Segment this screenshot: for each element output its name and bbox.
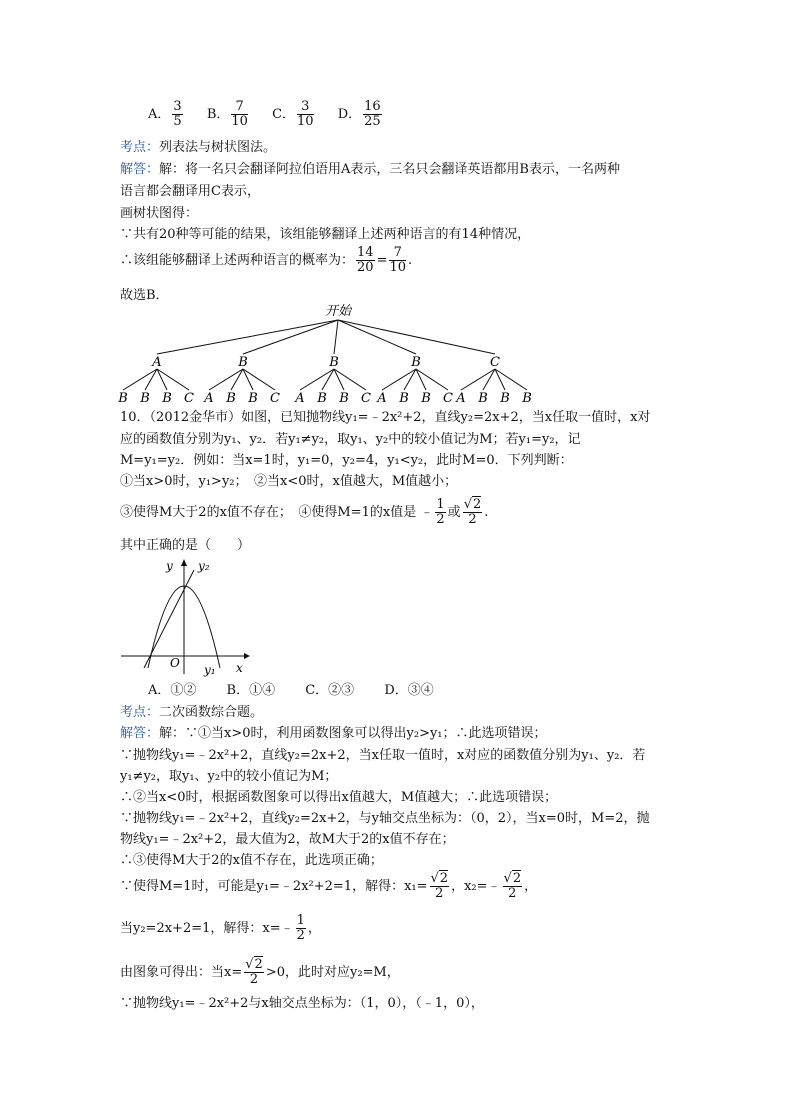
q9-solution-line-1: 解答：解：将一名只会翻译阿拉伯语用A表示，三名只会翻译英语都用B表示，一名两种 <box>120 162 620 177</box>
tree-node-level1: A <box>152 355 162 370</box>
q10-solution-4: ∴②当x<0时，根据函数图象可以得出x值越大，M值越大；∴此选项错误； <box>120 790 558 805</box>
tree-node-level2: A <box>377 391 387 406</box>
q9-kaodian: 考点：列表法与树状图法。 <box>120 140 277 155</box>
tree-branch <box>338 320 416 354</box>
graph-label-origin: O <box>170 656 180 670</box>
tree-branch <box>123 369 157 390</box>
q10-options <box>148 683 452 699</box>
tree-branch <box>300 369 334 390</box>
q9-probability-line: ∴该组能够翻译上述两种语言的概率为： $\frac{14}{20}$ = $\frac{7}{10}$ . <box>120 245 413 275</box>
q9-options <box>148 100 402 129</box>
q10-option-d: D．③④ <box>384 683 434 698</box>
tree-node-level1: B <box>238 355 248 370</box>
q10-solution-3: y₁≠y₂，取y₁、y₂中的较小值记为M； <box>120 769 338 784</box>
tree-node-level2: B <box>248 391 258 406</box>
graph-label-y: y <box>166 559 173 573</box>
tree-branch <box>338 320 495 354</box>
q9-option-c: C． $\frac{3}{10}$ <box>272 99 314 129</box>
q10-question-prompt: 其中正确的是（ ） <box>120 538 251 553</box>
q9-solution-line-2: 语言都会翻译用C表示， <box>120 184 260 199</box>
tree-node-level2: A <box>456 391 466 406</box>
q10-kaodian: 考点：二次函数综合题。 <box>120 705 264 720</box>
q10-solution-6: 物线y₁=﹣2x²+2，最大值为2，故M大于2的x值不存在； <box>120 832 455 847</box>
q9-option-d: D． $\frac{16}{25}$ <box>337 99 381 129</box>
q10-solution-7: ∴③使得M大于2的x值不存在，此选项正确； <box>120 853 383 868</box>
q10-line-5: ③使得M大于2的x值不存在； ④使得M=1的x值是 ﹣ $\frac{1}{2}$ 或 $\frac{√2}{2}$ . <box>120 497 489 527</box>
tree-node-level2: C <box>270 391 280 406</box>
q10-option-c: C．②③ <box>305 683 355 698</box>
q10-solution-5: ∵抛物线y₁=﹣2x²+2，直线y₂=2x+2，与y轴交点坐标为：（0，2），当x=0时，M=2，抛 <box>120 811 650 826</box>
q9-option-a: A． $\frac{3}{5}$ <box>148 99 182 129</box>
tree-node-level2: A <box>204 391 214 406</box>
q9-option-b: B． $\frac{7}{10}$ <box>206 99 248 129</box>
tree-node-level1: B <box>411 355 421 370</box>
function-graph <box>116 556 256 681</box>
graph-label-x: x <box>236 661 243 675</box>
q10-solution-10: 由图象可得出：当x= $\frac{√2}{2}$ >0，此时对应y₂=M， <box>120 957 400 987</box>
q9-tree-intro: 画树状图得： <box>120 206 199 221</box>
tree-branch <box>382 369 416 390</box>
q9-answer: 故选B． <box>120 288 169 303</box>
tree-branch <box>209 369 243 390</box>
q9-total-line: ∵共有20种等可能的结果，该组能够翻译上述两种语言的有14种情况， <box>120 227 531 242</box>
tree-node-level2: B <box>317 391 327 406</box>
tree-node-level2: B <box>522 391 532 406</box>
tree-root: 开始 <box>324 304 352 319</box>
tree-branch <box>243 320 338 354</box>
graph-label-y1: y₁ <box>204 663 216 677</box>
q10-option-b: B．①④ <box>226 683 276 698</box>
tree-node-level2: B <box>399 391 409 406</box>
tree-node-level2: C <box>443 391 453 406</box>
tree-node-level2: B <box>339 391 349 406</box>
graph-label-y2: y₂ <box>198 559 210 573</box>
tree-branch <box>157 320 338 354</box>
tree-node-level2: B <box>226 391 236 406</box>
tree-node-level1: C <box>490 355 500 370</box>
q10-solution-9: 当y₂=2x+2=1，解得：x=﹣ $\frac{1}{2}$ ， <box>120 913 321 943</box>
q10-line-3: M=y₁=y₂．例如：当x=1时，y₁=0，y₂=4，y₁<y₂，此时M=0．下列判断： <box>120 453 573 468</box>
tree-node-level1: B <box>329 355 339 370</box>
q10-solution-1: 解答：解：∵①当x>0时，利用函数图象可以得出y₂>y₁；∴此选项错误； <box>120 726 547 741</box>
tree-branch <box>334 320 338 354</box>
q10-line-2: 应的函数值分别为y₁、y₂．若y₁≠y₂，取y₁、y₂中的较小值记为M；若y₁=y₂，记 <box>120 432 581 447</box>
tree-node-level2: B <box>478 391 488 406</box>
tree-node-level2: B <box>140 391 150 406</box>
tree-node-level2: B <box>162 391 172 406</box>
tree-node-level2: A <box>295 391 305 406</box>
tree-node-level2: C <box>361 391 371 406</box>
q10-line-4: ①当x>0时，y₁>y₂； ②当x<0时，x值越大，M值越小； <box>120 474 458 489</box>
q10-solution-11: ∵抛物线y₁=﹣2x²+2与x轴交点坐标为：（1，0），（﹣1，0）， <box>120 996 484 1011</box>
q10-solution-8: ∵使得M=1时，可能是y₁=﹣2x²+2=1，解得：x₁= $\frac{√2}{2}$ ，x₂=﹣ $\frac{√2}{2}$ ， <box>120 871 538 901</box>
tree-branch <box>461 369 495 390</box>
probability-tree <box>112 300 532 406</box>
q10-option-a: A．①② <box>148 683 197 698</box>
tree-node-level2: B <box>118 391 128 406</box>
tree-node-level2: B <box>500 391 510 406</box>
q10-solution-2: ∵抛物线y₁=﹣2x²+2，直线y₂=2x+2，当x任取一值时，x对应的函数值分别为y₁、y₂．若 <box>120 748 646 763</box>
q10-line-1: 10．（2012金华市）如图，已知抛物线y₁=﹣2x²+2，直线y₂=2x+2，当x任取一值时，x对 <box>120 410 651 425</box>
tree-node-level2: C <box>184 391 194 406</box>
tree-node-level2: B <box>421 391 431 406</box>
